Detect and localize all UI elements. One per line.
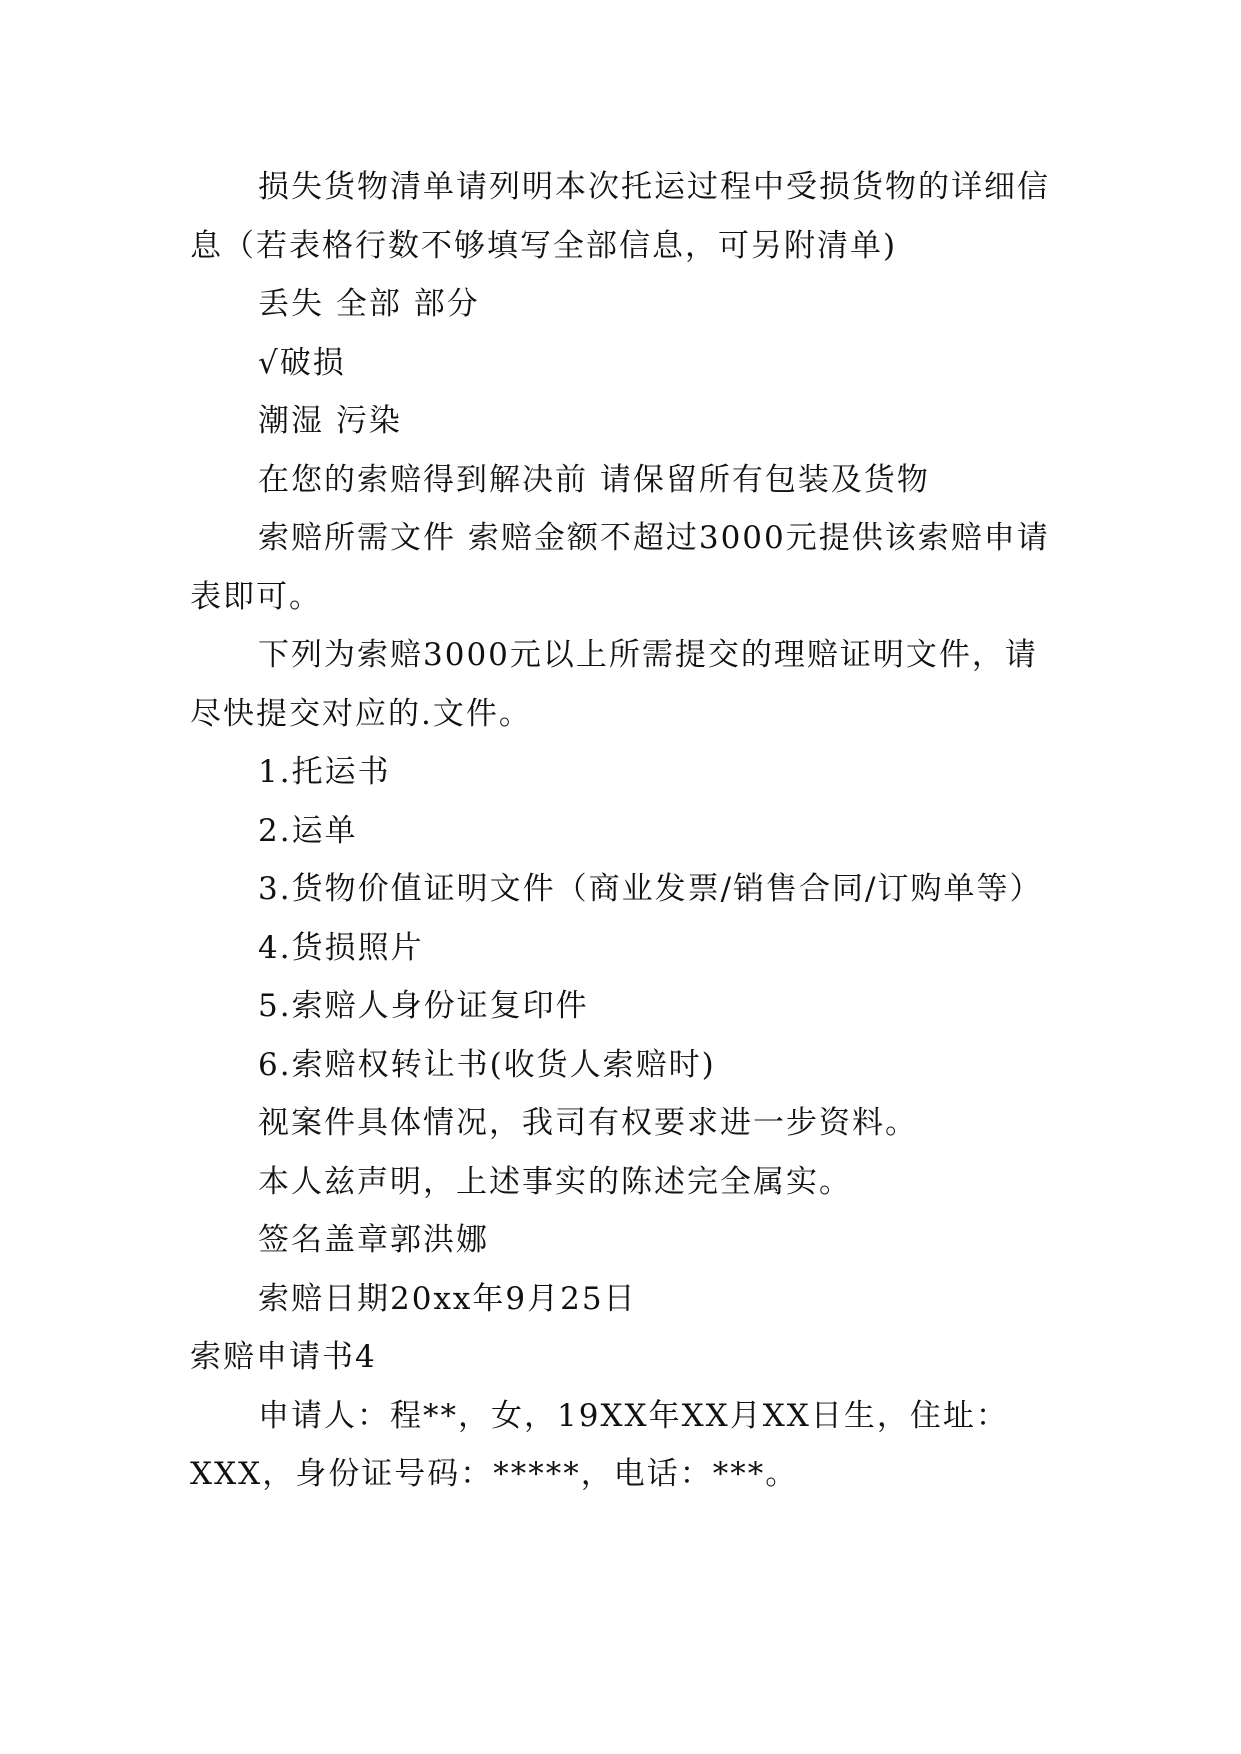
signature-line: 签名盖章郭洪娜 [258, 1222, 489, 1258]
document-body [190, 158, 1052, 1504]
damaged-goods-list-instruction: 损失货物清单请列明本次托运过程中受损货物的详细信息（若表格行数不够填写全部信息，可另附清单) [190, 169, 1050, 264]
list-item: 3.货物价值证明文件（商业发票/销售合同/订购单等） [258, 871, 1043, 907]
required-documents-small-claim: 索赔所需文件 索赔金额不超过3000元提供该索赔申请表即可。 [190, 520, 1050, 615]
claim-date-line: 索赔日期20xx年9月25日 [258, 1280, 637, 1317]
damage-type-options: 潮湿 污染 [258, 403, 402, 439]
retain-packaging-notice: 在您的索赔得到解决前 请保留所有包装及货物 [258, 461, 930, 498]
declaration-statement: 本人兹声明，上述事实的陈述完全属实。 [258, 1163, 852, 1200]
list-item: 5.索赔人身份证复印件 [258, 988, 589, 1024]
list-item: 6.索赔权转让书(收货人索赔时) [258, 1046, 716, 1083]
required-documents-large-claim: 下列为索赔3000元以上所需提交的理赔证明文件，请尽快提交对应的.文件。 [190, 637, 1038, 732]
list-item: 1.托运书 [258, 754, 391, 790]
list-item: 2.运单 [258, 812, 358, 849]
list-item: 4.货损照片 [258, 929, 424, 966]
damage-type-checked: √破损 [258, 344, 346, 381]
section-heading: 索赔申请书4 [190, 1339, 377, 1375]
additional-materials-note: 视案件具体情况，我司有权要求进一步资料。 [258, 1105, 918, 1141]
loss-type-options: 丢失 全部 部分 [258, 286, 480, 322]
applicant-info: 申请人：程**，女，19XX年XX月XX日生，住址：XXX，身份证号码：*****，电话：***。 [190, 1397, 1009, 1492]
